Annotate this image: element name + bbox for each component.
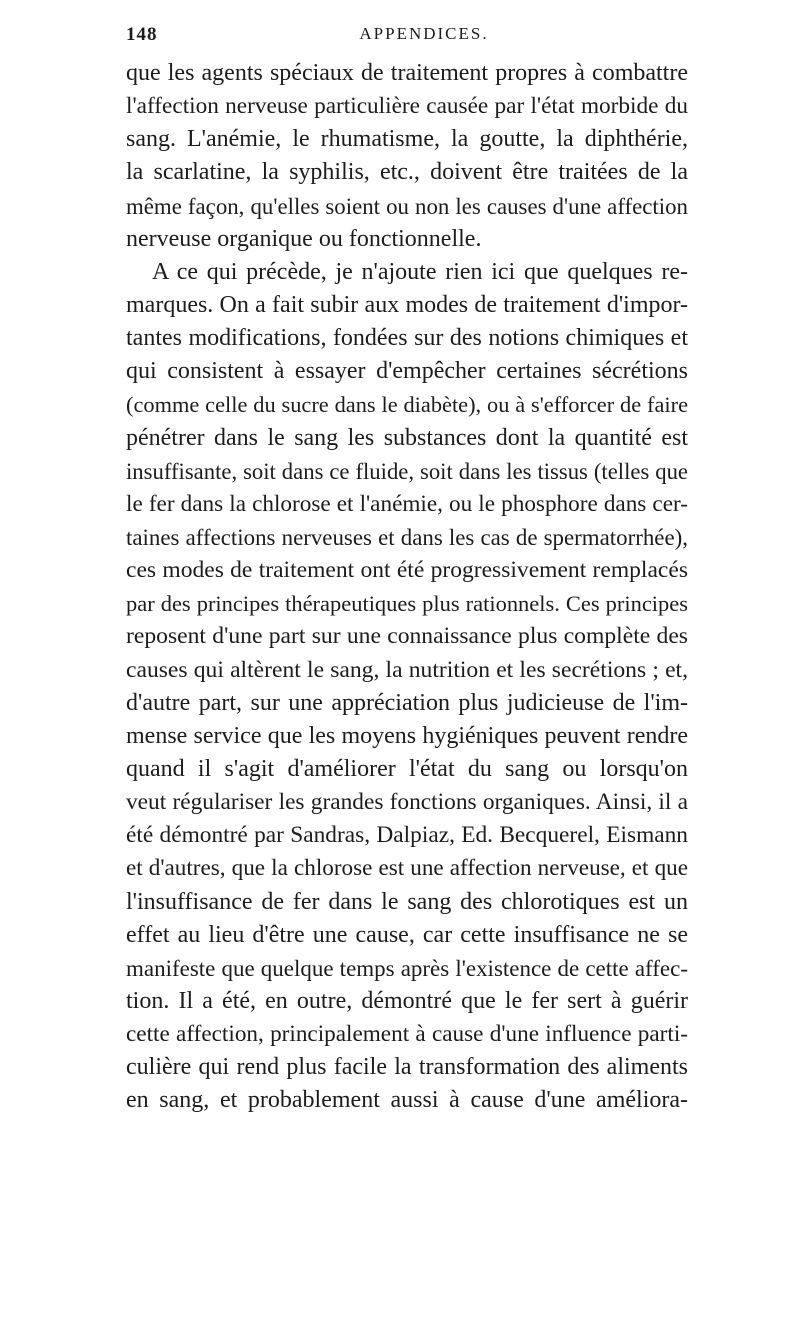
running-head <box>126 24 686 50</box>
text-line: que les agents spéciaux de traitement propres à combattre <box>126 60 688 86</box>
text-line: pénétrer dans le sang les substances dont la quantité est <box>126 424 688 451</box>
text-line: cette affection, principalement à cause d'une influence parti- <box>126 1021 688 1048</box>
text-line: ces modes de traitement ont été progressivement remplacés <box>126 557 688 584</box>
text-line: d'autre part, sur une appréciation plus judicieuse de l'im- <box>126 689 688 716</box>
text-line: quand il s'agit d'améliorer l'état du sang ou lorsqu'on <box>126 755 688 782</box>
text-line: sang. L'anémie, le rhumatisme, la goutte, la diphthérie, <box>126 126 688 153</box>
text-line: l'insuffisance de fer dans le sang des chlorotiques est un <box>126 888 688 915</box>
text-line: tion. Il a été, en outre, démontré que le fer sert à guérir <box>126 987 688 1014</box>
text-line: manifeste que quelque temps après l'existence de cette affec- <box>126 955 688 981</box>
text-line: marques. On a fait subir aux modes de traitement d'impor- <box>126 291 688 318</box>
text-line: la scarlatine, la syphilis, etc., doivent être traitées de la <box>126 159 688 186</box>
text-line: veut régulariser les grandes fonctions organiques. Ainsi, il a <box>126 789 688 816</box>
text-line: même façon, qu'elles soient ou non les causes d'une affection <box>126 193 688 219</box>
text-line: culière qui rend plus facile la transformation des aliments <box>126 1054 688 1081</box>
running-title: APPENDICES. <box>359 24 489 43</box>
text-line: et d'autres, que la chlorose est une affection nerveuse, et que <box>126 855 688 882</box>
text-line: nerveuse organique ou fonctionnelle. <box>126 225 482 252</box>
page-number: 148 <box>126 24 158 45</box>
text-line: (comme celle du sucre dans le diabète), ou à s'efforcer de faire <box>126 392 688 418</box>
text-line: taines affections nerveuses et dans les cas de spermatorrhée), <box>126 524 688 550</box>
text-line: mense service que les moyens hygiéniques peuvent rendre <box>126 722 688 749</box>
text-line: en sang, et probablement aussi à cause d'une améliora- <box>126 1087 688 1114</box>
text-line: qui consistent à essayer d'empêcher certaines sécrétions <box>126 358 688 385</box>
text-line: A ce qui précède, je n'ajoute rien ici que quelques re- <box>152 258 688 285</box>
text-line: l'affection nerveuse particulière causée par l'état morbide du <box>126 93 688 120</box>
text-line: par des principes thérapeutiques plus rationnels. Ces principes <box>126 591 688 617</box>
text-line: tantes modifications, fondées sur des notions chimiques et <box>126 325 688 352</box>
text-line: effet au lieu d'être une cause, car cette insuffisance ne se <box>126 921 688 948</box>
text-line: le fer dans la chlorose et l'anémie, ou le phosphore dans cer- <box>126 490 688 517</box>
text-line: causes qui altèrent le sang, la nutrition et les secrétions ; et, <box>126 656 688 683</box>
body-text <box>126 57 688 1118</box>
text-line: été démontré par Sandras, Dalpiaz, Ed. Becquerel, Eismann <box>126 822 688 849</box>
text-line: reposent d'une part sur une connaissance plus complète des <box>126 623 688 650</box>
text-line: insuffisante, soit dans ce fluide, soit dans les tissus (telles que <box>126 458 688 484</box>
